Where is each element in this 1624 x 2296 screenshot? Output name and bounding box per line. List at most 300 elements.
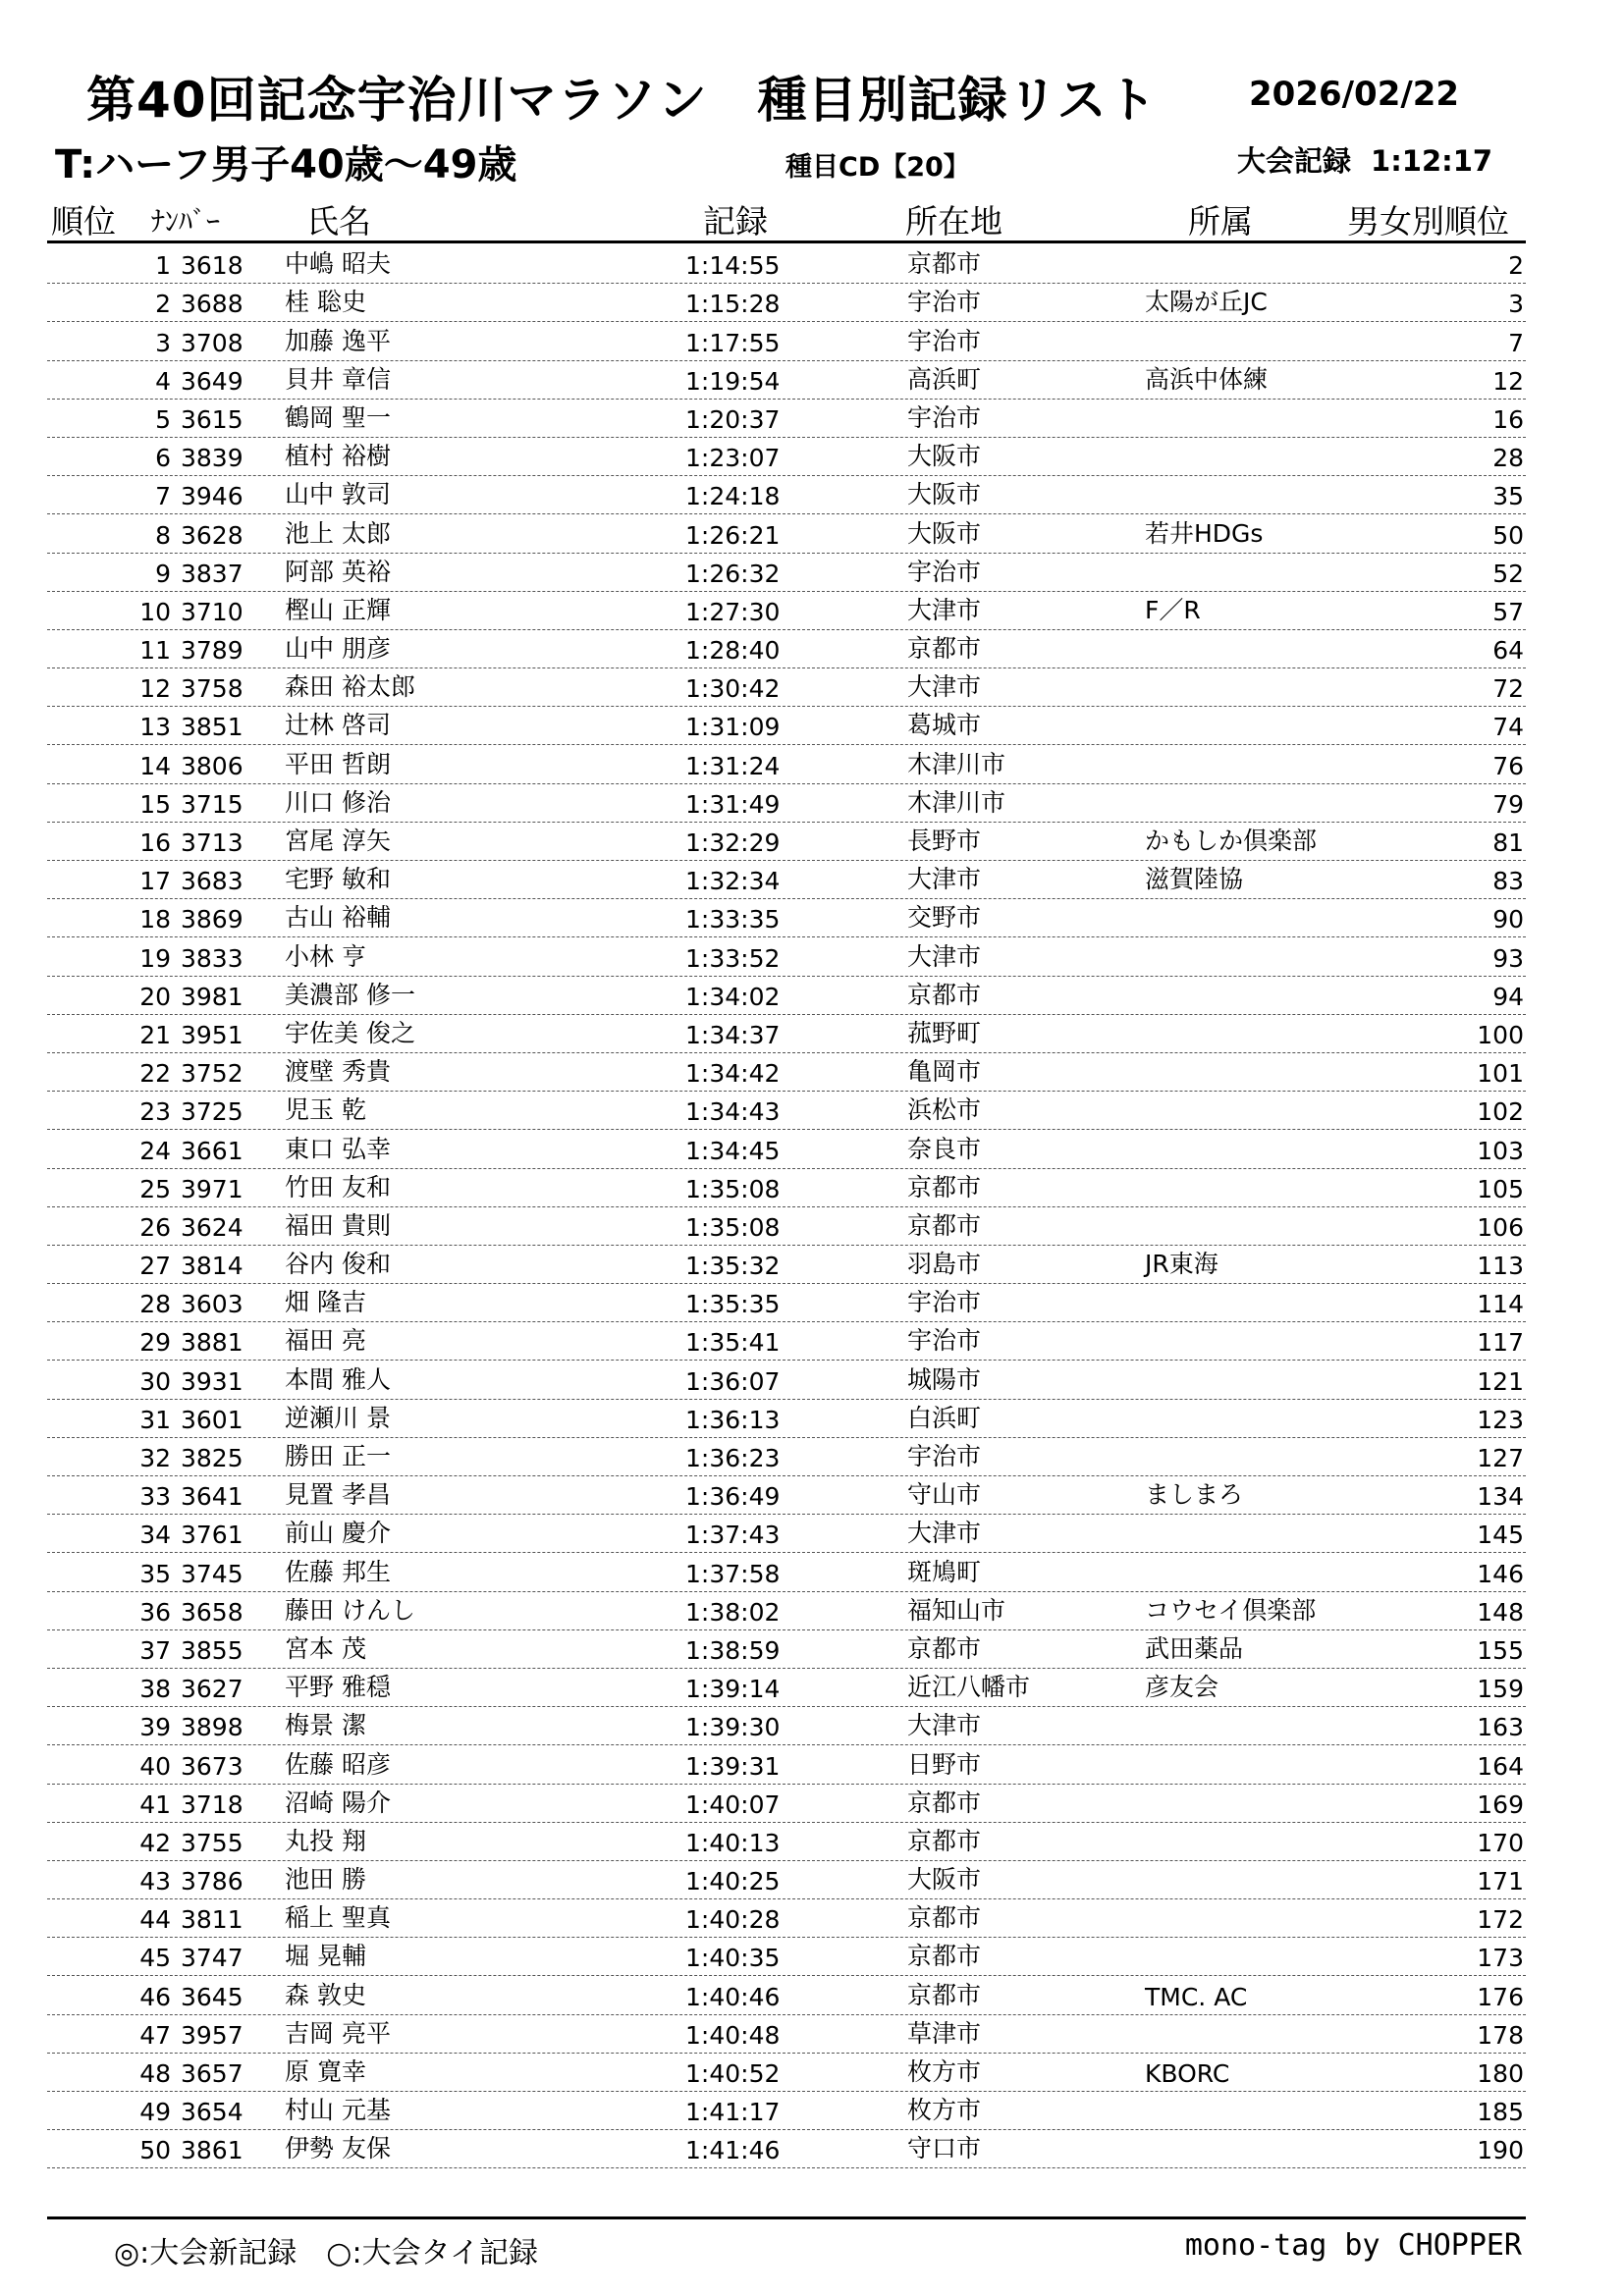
cell-location: 菰野町 (907, 1018, 982, 1047)
cell-number: 3654 (181, 2098, 244, 2127)
cell-name: 児玉 乾 (285, 1095, 366, 1125)
cell-gender-rank: 155 (1477, 1635, 1524, 1665)
cell-name: 宇佐美 俊之 (285, 1018, 415, 1047)
cell-number: 3718 (181, 1789, 244, 1819)
cell-gender-rank: 134 (1477, 1482, 1524, 1512)
table-row (47, 1553, 1526, 1591)
cell-location: 大津市 (907, 941, 982, 971)
cell-name: 東口 弘幸 (285, 1134, 391, 1163)
cell-location: 木津川市 (907, 787, 1006, 817)
table-row (47, 1015, 1526, 1053)
cell-gender-rank: 74 (1492, 713, 1524, 742)
cell-number: 3981 (181, 982, 244, 1011)
table-row (47, 554, 1526, 592)
cell-record: 1:34:02 (685, 982, 781, 1011)
table-row (47, 284, 1526, 322)
cell-name: 山中 朋彦 (285, 634, 391, 664)
record-legend: ◎:大会新記録 ○:大会タイ記録 (114, 2236, 538, 2270)
cell-name: 福田 亮 (285, 1326, 366, 1356)
cell-location: 宇治市 (907, 1326, 982, 1356)
cell-location: 京都市 (907, 1633, 982, 1663)
cell-name: 小林 亨 (285, 941, 366, 971)
cell-gender-rank: 171 (1477, 1867, 1524, 1896)
cell-gender-rank: 101 (1477, 1059, 1524, 1089)
cell-location: 宇治市 (907, 288, 982, 317)
cell-rank: 39 (139, 1713, 171, 1742)
cell-record: 1:38:59 (685, 1635, 781, 1665)
cell-location: 亀岡市 (907, 1057, 982, 1087)
cell-record: 1:40:46 (685, 1982, 781, 2011)
cell-gender-rank: 127 (1477, 1444, 1524, 1472)
cell-number: 3627 (181, 1675, 244, 1704)
cell-number: 3957 (181, 2020, 244, 2050)
cell-rank: 29 (139, 1328, 171, 1358)
table-row (47, 2130, 1526, 2168)
table-row (47, 1284, 1526, 1322)
cell-rank: 34 (139, 1521, 171, 1550)
cell-name: 前山 慶介 (285, 1519, 391, 1548)
cell-record: 1:33:35 (685, 905, 781, 934)
cell-name: 中嶋 昭夫 (285, 249, 391, 279)
cell-rank: 46 (139, 1982, 171, 2011)
cell-name: 畑 隆吉 (285, 1288, 366, 1317)
cell-number: 3855 (181, 1635, 244, 1665)
cell-gender-rank: 83 (1492, 867, 1524, 896)
table-row (47, 400, 1526, 438)
cell-club: コウセイ倶楽部 (1145, 1595, 1317, 1625)
table-row (47, 2092, 1526, 2130)
cell-record: 1:41:17 (685, 2098, 781, 2127)
cell-record: 1:35:08 (685, 1212, 781, 1242)
table-row (47, 630, 1526, 668)
cell-number: 3755 (181, 1828, 244, 1857)
cell-gender-rank: 94 (1492, 982, 1524, 1011)
cell-name: 福田 貴則 (285, 1210, 391, 1240)
cell-record: 1:32:29 (685, 828, 781, 857)
cell-record: 1:36:23 (685, 1444, 781, 1472)
cell-name: 宮尾 淳矢 (285, 827, 391, 855)
cell-record: 1:17:55 (685, 328, 781, 357)
cell-record: 1:26:32 (685, 559, 781, 588)
table-row (47, 1322, 1526, 1361)
cell-location: 京都市 (907, 1903, 982, 1933)
cell-location: 宇治市 (907, 326, 982, 355)
cell-name: 池田 勝 (285, 1865, 366, 1895)
table-row (47, 1745, 1526, 1784)
cell-record: 1:28:40 (685, 636, 781, 666)
cell-record: 1:31:09 (685, 713, 781, 742)
cell-gender-rank: 159 (1477, 1675, 1524, 1704)
cell-record: 1:32:34 (685, 867, 781, 896)
cell-name: 丸投 翔 (285, 1826, 366, 1855)
cell-location: 大津市 (907, 1519, 982, 1548)
cell-rank: 38 (139, 1675, 171, 1704)
cell-rank: 44 (139, 1905, 171, 1935)
cell-location: 宇治市 (907, 402, 982, 432)
cell-gender-rank: 12 (1492, 366, 1524, 396)
cell-rank: 45 (139, 1944, 171, 1973)
cell-location: 大阪市 (907, 442, 982, 471)
table-row (47, 1207, 1526, 1246)
cell-gender-rank: 164 (1477, 1751, 1524, 1781)
cell-location: 大津市 (907, 672, 982, 702)
cell-record: 1:27:30 (685, 597, 781, 626)
column-header-record: 記録 (703, 202, 768, 240)
cell-name: 植村 裕樹 (285, 442, 391, 471)
table-row (47, 1976, 1526, 2014)
cell-record: 1:35:08 (685, 1174, 781, 1203)
cell-gender-rank: 57 (1492, 597, 1524, 626)
cell-number: 3861 (181, 2136, 244, 2165)
cell-rank: 10 (139, 597, 171, 626)
page-title: 第40回記念宇治川マラソン 種目別記録リスト (86, 72, 1158, 129)
cell-rank: 13 (139, 713, 171, 742)
cell-record: 1:37:58 (685, 1559, 781, 1588)
cell-club: 滋賀陸協 (1145, 865, 1244, 894)
cell-rank: 12 (139, 674, 171, 704)
cell-location: 京都市 (907, 1172, 982, 1201)
header-divider (47, 240, 1526, 243)
cell-record: 1:34:37 (685, 1020, 781, 1049)
cell-rank: 26 (139, 1212, 171, 1242)
cell-name: 見置 孝昌 (285, 1480, 391, 1510)
cell-location: 京都市 (907, 1826, 982, 1855)
cell-record: 1:40:48 (685, 2020, 781, 2050)
cell-gender-rank: 178 (1477, 2020, 1524, 2050)
cell-gender-rank: 102 (1477, 1097, 1524, 1127)
cell-name: 平田 哲朗 (285, 749, 391, 778)
cell-name: 桂 聡史 (285, 288, 366, 317)
cell-name: 貝井 章信 (285, 364, 391, 394)
cell-gender-rank: 114 (1477, 1290, 1524, 1319)
cell-gender-rank: 100 (1477, 1020, 1524, 1049)
cell-record: 1:40:52 (685, 2059, 781, 2088)
cell-gender-rank: 148 (1477, 1597, 1524, 1627)
cell-location: 京都市 (907, 1942, 982, 1971)
cell-name: 渡壁 秀貴 (285, 1057, 391, 1087)
cell-gender-rank: 106 (1477, 1212, 1524, 1242)
cell-number: 3628 (181, 520, 244, 550)
cell-name: 逆瀬川 景 (285, 1403, 391, 1432)
table-row (47, 1669, 1526, 1707)
cell-rank: 4 (155, 366, 171, 396)
cell-number: 3806 (181, 751, 244, 780)
cell-rank: 8 (155, 520, 171, 550)
cell-name: 佐藤 昭彦 (285, 1749, 391, 1779)
cell-gender-rank: 170 (1477, 1828, 1524, 1857)
cell-rank: 50 (139, 2136, 171, 2165)
cell-record: 1:36:07 (685, 1366, 781, 1396)
cell-record: 1:37:43 (685, 1521, 781, 1550)
table-row (47, 1707, 1526, 1745)
cell-rank: 49 (139, 2098, 171, 2127)
cell-rank: 6 (155, 444, 171, 473)
cell-rank: 5 (155, 404, 171, 434)
cell-rank: 42 (139, 1828, 171, 1857)
table-row (47, 1130, 1526, 1168)
cell-rank: 2 (155, 290, 171, 319)
cell-name: 谷内 俊和 (285, 1250, 391, 1279)
cell-number: 3683 (181, 867, 244, 896)
category-code: 種目CD【20】 (785, 152, 970, 183)
cell-gender-rank: 176 (1477, 1982, 1524, 2011)
cell-name: 吉岡 亮平 (285, 2018, 391, 2048)
table-row (47, 2015, 1526, 2054)
cell-rank: 40 (139, 1751, 171, 1781)
cell-rank: 27 (139, 1252, 171, 1281)
cell-number: 3761 (181, 1521, 244, 1550)
cell-location: 葛城市 (907, 711, 982, 740)
cell-number: 3715 (181, 789, 244, 819)
cell-record: 1:35:35 (685, 1290, 781, 1319)
cell-location: 守口市 (907, 2134, 982, 2163)
cell-location: 大阪市 (907, 1865, 982, 1895)
cell-number: 3789 (181, 636, 244, 666)
cell-location: 京都市 (907, 980, 982, 1009)
table-row (47, 1361, 1526, 1399)
cell-rank: 19 (139, 943, 171, 973)
table-row (47, 823, 1526, 861)
cell-name: 宮本 茂 (285, 1633, 366, 1663)
meet-record-time: 1:12:17 (1371, 144, 1493, 178)
cell-rank: 37 (139, 1635, 171, 1665)
cell-name: 本間 雅人 (285, 1364, 391, 1394)
cell-gender-rank: 123 (1477, 1405, 1524, 1434)
cell-number: 3811 (181, 1905, 244, 1935)
footer-divider (47, 2216, 1526, 2219)
cell-record: 1:34:45 (685, 1136, 781, 1165)
table-row (47, 1476, 1526, 1515)
cell-gender-rank: 105 (1477, 1174, 1524, 1203)
cell-club: 彦友会 (1145, 1673, 1219, 1702)
table-row (47, 977, 1526, 1015)
cell-club: 若井HDGs (1145, 518, 1264, 548)
cell-gender-rank: 113 (1477, 1252, 1524, 1281)
cell-rank: 33 (139, 1482, 171, 1512)
cell-rank: 15 (139, 789, 171, 819)
table-row (47, 784, 1526, 823)
cell-location: 大阪市 (907, 518, 982, 548)
table-row (47, 1938, 1526, 1976)
cell-location: 枚方市 (907, 2057, 982, 2086)
credit: mono-tag by CHOPPER (1184, 2228, 1522, 2263)
cell-location: 日野市 (907, 1749, 982, 1779)
cell-number: 3881 (181, 1328, 244, 1358)
column-header-gender-rank: 男女別順位 (1347, 202, 1509, 240)
cell-number: 3713 (181, 828, 244, 857)
cell-location: 交野市 (907, 903, 982, 933)
cell-rank: 17 (139, 867, 171, 896)
cell-number: 3747 (181, 1944, 244, 1973)
cell-gender-rank: 172 (1477, 1905, 1524, 1935)
cell-rank: 31 (139, 1405, 171, 1434)
cell-record: 1:19:54 (685, 366, 781, 396)
cell-club: 太陽が丘JC (1145, 288, 1268, 317)
cell-name: 辻林 啓司 (285, 711, 391, 740)
cell-location: 斑鳩町 (907, 1557, 982, 1586)
cell-name: 池上 太郎 (285, 518, 391, 548)
cell-gender-rank: 90 (1492, 905, 1524, 934)
cell-name: 加藤 逸平 (285, 326, 391, 355)
cell-record: 1:35:41 (685, 1328, 781, 1358)
cell-rank: 24 (139, 1136, 171, 1165)
cell-location: 宇治市 (907, 1288, 982, 1317)
cell-rank: 43 (139, 1867, 171, 1896)
cell-record: 1:24:18 (685, 482, 781, 511)
cell-record: 1:40:35 (685, 1944, 781, 1973)
table-row (47, 322, 1526, 360)
cell-location: 近江八幡市 (907, 1673, 1031, 1702)
cell-location: 長野市 (907, 827, 982, 855)
cell-record: 1:40:07 (685, 1789, 781, 1819)
cell-number: 3837 (181, 559, 244, 588)
cell-gender-rank: 28 (1492, 444, 1524, 473)
column-header-rank: 順位 (51, 202, 116, 240)
cell-club: KBORC (1145, 2059, 1230, 2088)
table-row (47, 1092, 1526, 1130)
cell-location: 羽島市 (907, 1250, 982, 1279)
cell-name: 樫山 正輝 (285, 595, 391, 624)
cell-rank: 28 (139, 1290, 171, 1319)
cell-record: 1:39:31 (685, 1751, 781, 1781)
table-row (47, 937, 1526, 976)
cell-location: 白浜町 (907, 1403, 982, 1432)
cell-number: 3710 (181, 597, 244, 626)
cell-record: 1:34:42 (685, 1059, 781, 1089)
cell-name: 堀 晃輔 (285, 1942, 366, 1971)
column-header-number: ﾅﾝﾊﾞｰ (151, 205, 221, 238)
cell-number: 3618 (181, 251, 244, 281)
cell-name: 平野 雅穏 (285, 1673, 391, 1702)
table-row (47, 476, 1526, 514)
cell-location: 京都市 (907, 1210, 982, 1240)
cell-number: 3971 (181, 1174, 244, 1203)
cell-record: 1:31:24 (685, 751, 781, 780)
cell-number: 3786 (181, 1867, 244, 1896)
cell-rank: 23 (139, 1097, 171, 1127)
cell-number: 3825 (181, 1444, 244, 1472)
cell-number: 3931 (181, 1366, 244, 1396)
cell-location: 大津市 (907, 1711, 982, 1740)
cell-gender-rank: 35 (1492, 482, 1524, 511)
cell-rank: 20 (139, 982, 171, 1011)
table-row (47, 1823, 1526, 1861)
cell-rank: 3 (155, 328, 171, 357)
cell-rank: 32 (139, 1444, 171, 1472)
cell-gender-rank: 3 (1508, 290, 1524, 319)
cell-location: 宇治市 (907, 557, 982, 586)
cell-location: 高浜町 (907, 364, 982, 394)
cell-record: 1:36:13 (685, 1405, 781, 1434)
cell-number: 3839 (181, 444, 244, 473)
cell-number: 3851 (181, 713, 244, 742)
cell-gender-rank: 190 (1477, 2136, 1524, 2165)
cell-name: 勝田 正一 (285, 1442, 391, 1470)
cell-location: 京都市 (907, 634, 982, 664)
cell-number: 3708 (181, 328, 244, 357)
cell-gender-rank: 103 (1477, 1136, 1524, 1165)
table-row (47, 1630, 1526, 1669)
cell-rank: 25 (139, 1174, 171, 1203)
cell-name: 梅景 潔 (285, 1711, 366, 1740)
cell-rank: 36 (139, 1597, 171, 1627)
cell-location: 大津市 (907, 595, 982, 624)
cell-record: 1:36:49 (685, 1482, 781, 1512)
cell-number: 3725 (181, 1097, 244, 1127)
cell-location: 守山市 (907, 1480, 982, 1510)
cell-gender-rank: 145 (1477, 1521, 1524, 1550)
cell-number: 3641 (181, 1482, 244, 1512)
cell-name: 阿部 英裕 (285, 557, 391, 586)
cell-name: 鶴岡 聖一 (285, 402, 391, 432)
cell-gender-rank: 173 (1477, 1944, 1524, 1973)
cell-name: 村山 元基 (285, 2096, 391, 2125)
cell-rank: 11 (139, 636, 171, 666)
table-row (47, 668, 1526, 707)
table-row (47, 861, 1526, 899)
cell-club: TMC. AC (1145, 1982, 1248, 2011)
cell-rank: 1 (155, 251, 171, 281)
meet-record-label: 大会記録 (1237, 144, 1352, 178)
cell-record: 1:15:28 (685, 290, 781, 319)
cell-number: 3946 (181, 482, 244, 511)
cell-name: 竹田 友和 (285, 1172, 391, 1201)
cell-gender-rank: 50 (1492, 520, 1524, 550)
cell-rank: 7 (155, 482, 171, 511)
cell-rank: 47 (139, 2020, 171, 2050)
report-date: 2026/02/22 (1249, 75, 1460, 114)
cell-record: 1:20:37 (685, 404, 781, 434)
table-row (47, 1169, 1526, 1207)
table-row (47, 592, 1526, 630)
cell-record: 1:40:13 (685, 1828, 781, 1857)
cell-record: 1:35:32 (685, 1252, 781, 1281)
cell-record: 1:33:52 (685, 943, 781, 973)
cell-gender-rank: 146 (1477, 1559, 1524, 1588)
cell-gender-rank: 185 (1477, 2098, 1524, 2127)
cell-rank: 22 (139, 1059, 171, 1089)
cell-record: 1:38:02 (685, 1597, 781, 1627)
cell-name: 稲上 聖真 (285, 1903, 391, 1933)
column-header-location: 所在地 (905, 202, 1002, 240)
cell-number: 3688 (181, 290, 244, 319)
cell-location: 京都市 (907, 1980, 982, 2009)
cell-record: 1:40:28 (685, 1905, 781, 1935)
cell-gender-rank: 169 (1477, 1789, 1524, 1819)
cell-gender-rank: 180 (1477, 2059, 1524, 2088)
table-row (47, 361, 1526, 400)
cell-gender-rank: 93 (1492, 943, 1524, 973)
table-row (47, 1246, 1526, 1284)
cell-number: 3951 (181, 1020, 244, 1049)
cell-number: 3869 (181, 905, 244, 934)
cell-club: 高浜中体練 (1145, 364, 1269, 394)
cell-rank: 30 (139, 1366, 171, 1396)
table-row (47, 1400, 1526, 1438)
cell-number: 3615 (181, 404, 244, 434)
cell-number: 3752 (181, 1059, 244, 1089)
cell-name: 宅野 敏和 (285, 865, 391, 894)
cell-record: 1:14:55 (685, 251, 781, 281)
results-table (47, 245, 1526, 2168)
table-row (47, 245, 1526, 284)
cell-club: 武田薬品 (1145, 1633, 1244, 1663)
cell-club: JR東海 (1145, 1250, 1218, 1279)
table-row (47, 1785, 1526, 1823)
cell-rank: 9 (155, 559, 171, 588)
cell-number: 3661 (181, 1136, 244, 1165)
cell-gender-rank: 76 (1492, 751, 1524, 780)
